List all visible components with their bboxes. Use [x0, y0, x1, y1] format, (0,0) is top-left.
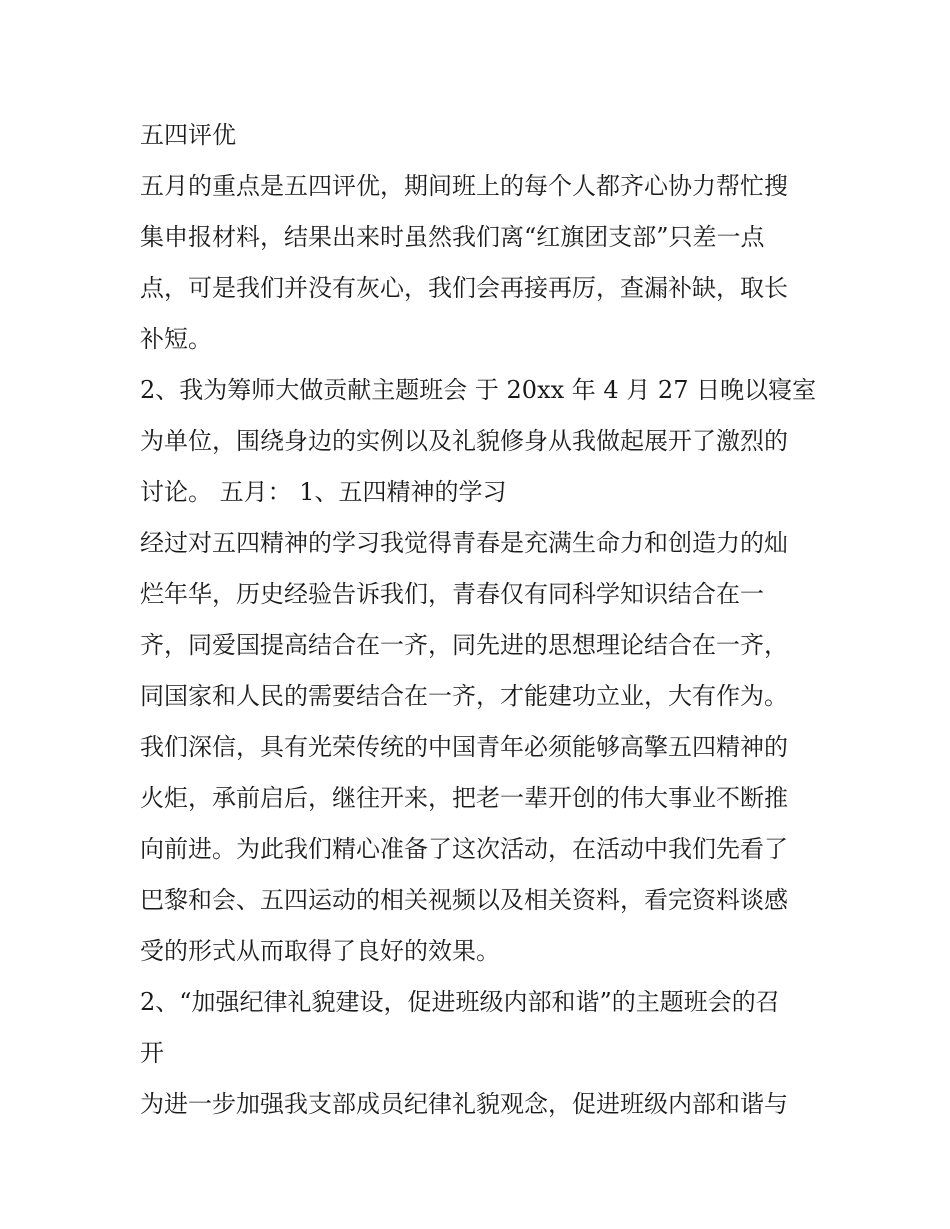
paragraph-line: 集申报材料，结果出来时虽然我们离“红旗团支部”只差一点 — [140, 223, 765, 251]
section-heading: 五四评优 — [140, 121, 236, 149]
paragraph-line: 火炬，承前启后，继往开来，把老一辈开创的伟大事业不断推 — [140, 784, 788, 812]
paragraph-line: 为进一步加强我支部成员纪律礼貌观念，促进班级内部和谐与 — [140, 1090, 788, 1118]
paragraph-line: 开 — [140, 1039, 164, 1067]
paragraph-line: 为单位，围绕身边的实例以及礼貌修身从我做起展开了激烈的 — [140, 427, 788, 455]
paragraph-line: 巴黎和会、五四运动的相关视频以及相关资料，看完资料谈感 — [140, 886, 788, 914]
paragraph-line: 齐，同爱国提高结合在一齐，同先进的思想理论结合在一齐， — [140, 631, 788, 659]
paragraph-line: 向前进。为此我们精心准备了这次活动，在活动中我们先看了 — [140, 835, 788, 863]
paragraph-line: 受的形式从而取得了良好的效果。 — [140, 937, 500, 965]
paragraph-line: 同国家和人民的需要结合在一齐，才能建功立业，大有作为。 — [140, 682, 788, 710]
paragraph-line: 经过对五四精神的学习我觉得青春是充满生命力和创造力的灿 — [140, 529, 788, 557]
paragraph-line: 讨论。 五月： 1、五四精神的学习 — [140, 478, 507, 506]
paragraph-line: 2、“加强纪律礼貌建设，促进班级内部和谐”的主题班会的召 — [140, 988, 780, 1016]
paragraph-line: 2、我为筹师大做贡献主题班会 于 20xx 年 4 月 27 日晚以寝室 — [140, 376, 817, 404]
paragraph-line: 五月的重点是五四评优，期间班上的每个人都齐心协力帮忙搜 — [140, 172, 788, 200]
paragraph-line: 烂年华，历史经验告诉我们，青春仅有同科学知识结合在一 — [140, 580, 764, 608]
paragraph-line: 补短。 — [140, 325, 212, 353]
paragraph-line: 点，可是我们并没有灰心，我们会再接再厉，查漏补缺，取长 — [140, 274, 788, 302]
paragraph-line: 我们深信，具有光荣传统的中国青年必须能够高擎五四精神的 — [140, 733, 788, 761]
document-body — [140, 110, 830, 1130]
